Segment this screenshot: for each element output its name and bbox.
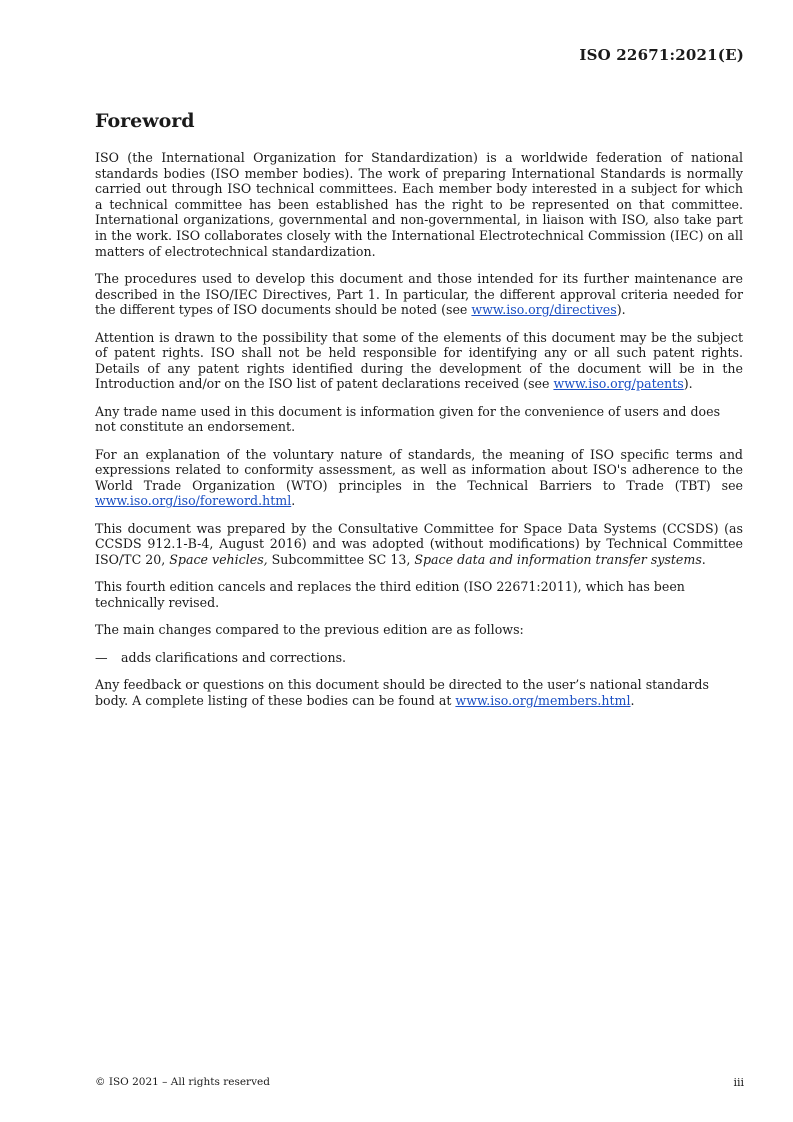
paragraph-prepared-by [95,521,743,568]
page-title: Foreword [95,110,195,132]
paragraph-end: ). [616,302,626,318]
page-number: iii [733,1076,744,1089]
patents-link[interactable]: www.iso.org/patents [553,376,684,392]
paragraph-feedback [95,677,743,708]
list-item-text: adds clarifications and corrections. [121,649,347,665]
copyright-notice: © ISO 2021 – All rights reserved [95,1076,270,1088]
paragraph-text: Subcommittee SC 13, [267,552,415,568]
paragraph-iso-intro: ISO (the International Organization for Standardization) is a worldwide federation of national standards bodies (ISO member bodies). The work of preparing International Standards is normally carried out through ISO technical committees. Each member body interested in a subject for which a technical committee has been established has the right to be represented on that committee. International organizations, governmental and non-governmental, in liaison with ISO, also take part in the work. ISO collaborates closely with the International Electrotechnical Commission (IEC) on all matters of electrotechnical standardization. [95,150,743,259]
paragraph-voluntary-nature [95,447,743,509]
paragraph-text: For an explanation of the voluntary nature of standards, the meaning of ISO specific terms and expressions related to conformity assessment, as well as information about ISO's adherence to the World Trade Organization (WTO) principles in the Technical Barriers to Trade (TBT) see [95,446,743,493]
paragraph-end: . [701,552,706,568]
paragraph-patents [95,330,743,392]
dash-bullet: — [95,649,108,665]
foreword-body [95,150,743,720]
paragraph-end: . [630,692,635,708]
directives-link[interactable]: www.iso.org/directives [471,302,617,318]
list-item [95,650,743,666]
paragraph-text: Attention is drawn to the possibility that some of the elements of this document may be the subject of patent rights. ISO shall not be held responsible for identifying any or all such patent rights. Details of any patent rights identified during the development of the document will be in the Introduction and/or on the ISO list of patent declarations received (see [95,329,743,392]
foreword-link[interactable]: www.iso.org/iso/foreword.html [95,493,292,509]
committee-name: Space vehicles, [169,552,268,568]
paragraph-end: . [291,493,296,509]
paragraph-main-changes: The main changes compared to the previous edition are as follows: [95,622,524,638]
subcommittee-name: Space data and information transfer systems [414,552,702,568]
document-id: ISO 22671:2021(E) [579,46,744,64]
paragraph-end: ). [683,376,693,392]
paragraph-procedures [95,271,743,318]
paragraph-text: This document was prepared by the Consultative Committee for Space Data Systems (CCSDS) (as CCSDS 912.1-B-4, August 2016) and was adopted (without modifications) by Technical Committee ISO/TC 20, [95,520,743,568]
paragraph-edition: This fourth edition cancels and replaces the third edition (ISO 22671:2011), which has been technically revised. [95,579,685,611]
paragraph-trade-name: Any trade name used in this document is information given for the convenience of users and does not constitute an endorsement. [95,403,721,435]
members-link[interactable]: www.iso.org/members.html [455,692,631,708]
paragraph-text: The procedures used to develop this document and those intended for its further maintenance are described in the ISO/IEC Directives, Part 1. In particular, the different approval criteria needed for the different types of ISO documents should be noted (see [95,270,743,318]
paragraph-text: Any feedback or questions on this document should be directed to the user’s national standards body. A complete listing of these bodies can be found at [95,677,709,708]
